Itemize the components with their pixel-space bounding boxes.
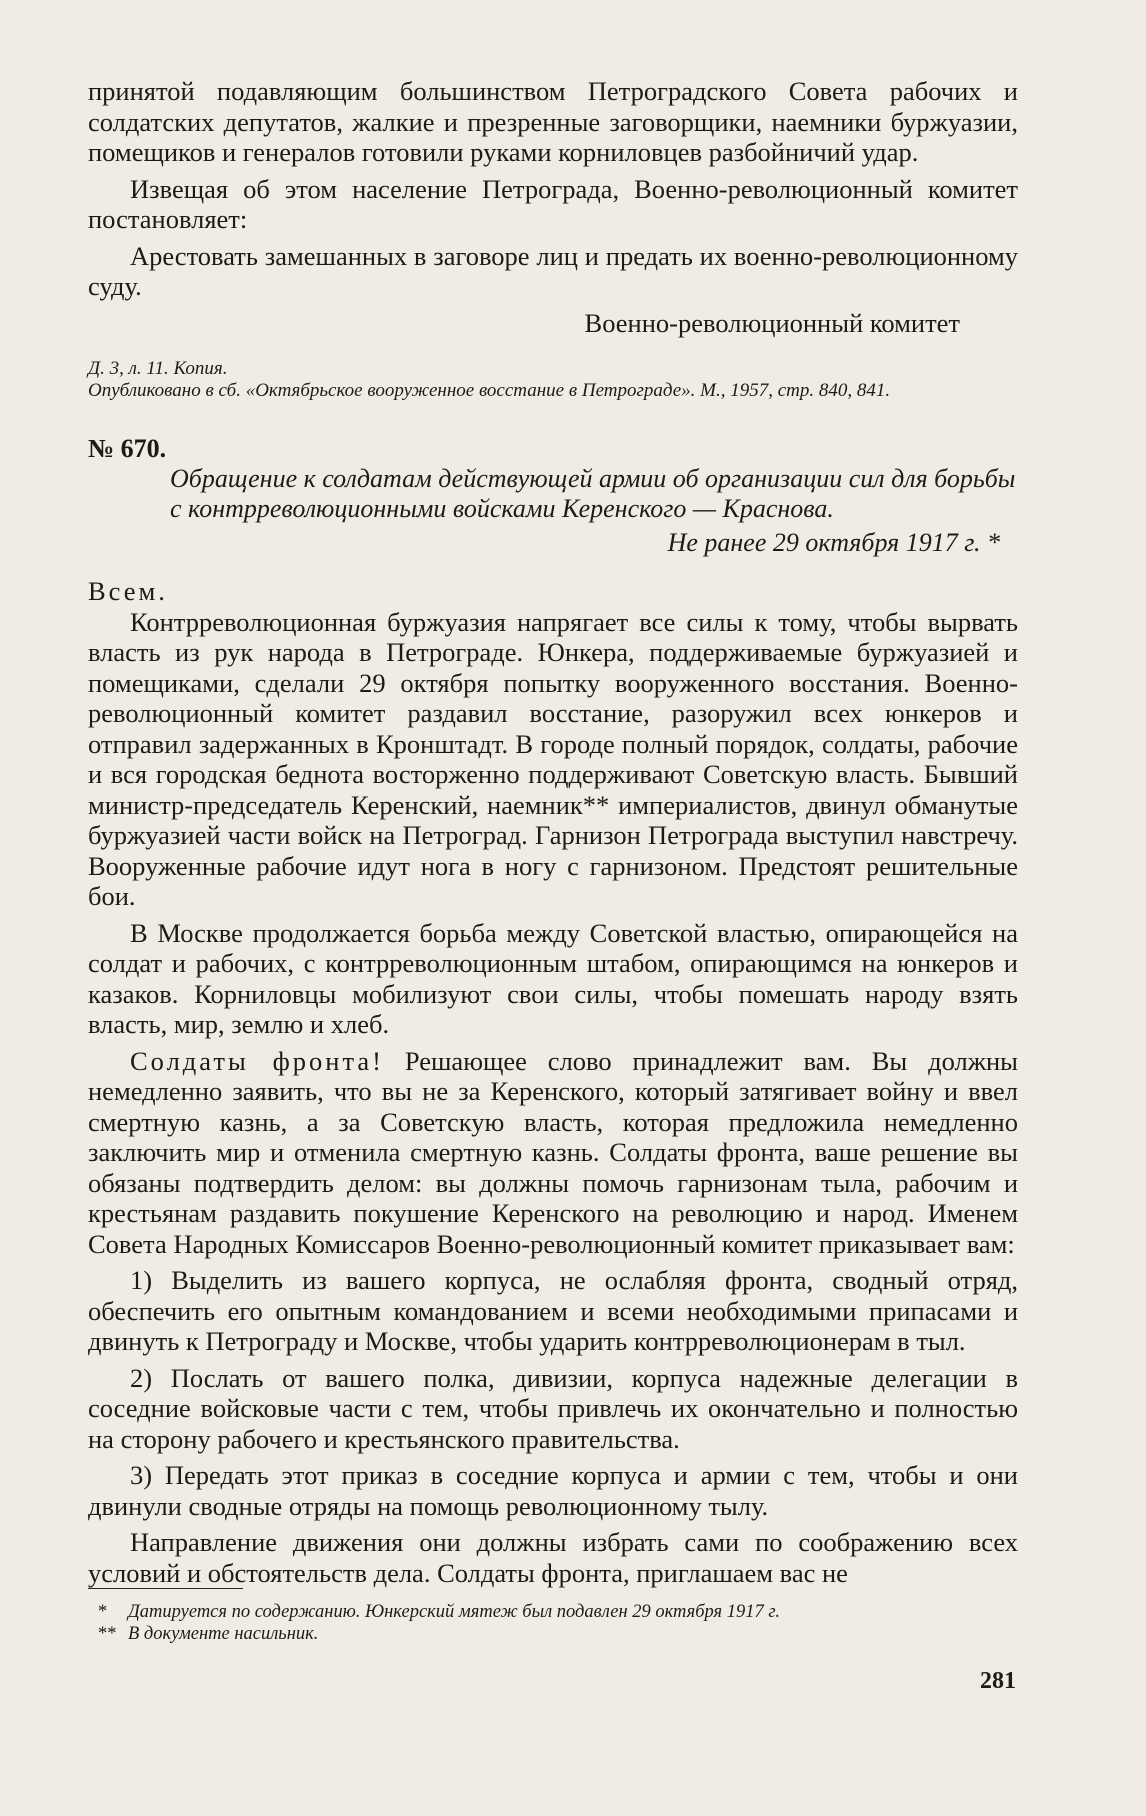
- intro-paragraph-1: принятой подавляющим большинством Петроградского Совета рабочих и солдатских депутатов, жалкие и презренные заговорщики, наемники буржуазии, помещиков и генералов готовили руками корниловцев разбойничий удар.: [88, 76, 1018, 167]
- body-paragraph-2: В Москве продолжается борьба между Советской властью, опирающейся на солдат и рабочих, с контрреволюционным штабом, опирающимся на юнкеров и казаков. Корниловцы мобилизуют свои силы, чтобы помешать народу взять власть, мир, землю и хлеб.: [88, 917, 1018, 1039]
- footnote-text: Датируется по содержанию. Юнкерский мятеж был подавлен 29 октября 1917 г.: [128, 1602, 780, 1622]
- document-header: [88, 434, 1018, 558]
- intro-paragraph-2: Извещая об этом население Петрограда, Военно-революционный комитет постановляет:: [88, 173, 1018, 234]
- archive-reference: Д. 3, л. 11. Копия.: [88, 358, 228, 379]
- footnote-mark: *: [98, 1602, 108, 1622]
- intro-paragraph-3: Арестовать замешанных в заговоре лиц и предать их военно-революционному суду.: [88, 240, 1018, 301]
- document-title: Обращение к солдатам действующей армии об организации сил для борьбы с контрреволюционными войсками Керенского — Краснова.: [170, 464, 1016, 523]
- footnotes: [88, 1588, 1018, 1645]
- footnote-mark: **: [98, 1624, 117, 1644]
- publication-reference: Опубликовано в сб. «Октябрьское вооруженное восстание в Петрограде». М., 1957, стр. 840, 841.: [88, 380, 891, 401]
- order-item-1: 1) Выделить из вашего корпуса, не ослабляя фронта, сводный отряд, обеспечить его опытным командованием и всеми необходимыми припасами и двинуть к Петрограду и Москве, чтобы ударить контрреволюционерам в тыл.: [88, 1265, 1018, 1356]
- signature: Военно-революционный комитет: [584, 307, 960, 338]
- body-paragraph-3: [88, 1046, 1018, 1260]
- salutation: Всем.: [88, 576, 168, 606]
- body-paragraph-4: Направление движения они должны избрать сами по соображению всех условий и обстоятельств дела. Солдаты фронта, приглашаем вас не: [88, 1527, 1018, 1588]
- body-paragraph-1: Контрреволюционная буржуазия напрягает все силы к тому, чтобы вырвать власть из рук народа в Петрограде. Юнкера, поддерживаемые буржуазией и помещиками, сделали 29 октября попытку вооруженного восстания. Военно-революционный комитет раздавил восстание, разоружил всех юнкеров и отправил задержанных в Кронштадт. В городе полный порядок, солдаты, рабочие и вся городская беднота восторженно поддерживают Советскую власть. Бывший министр-председатель Керенский, наемник** империалистов, двинул обманутые буржуазией части войск на Петроград. Гарнизон Петрограда выступил навстречу. Вооруженные рабочие идут нога в ногу с гарнизоном. Предстоят решительные бои.: [88, 606, 1018, 911]
- appeal-text: Решающее слово принадлежит вам. Вы должны немедленно заявить, что вы не за Керенского, который затягивает войну и ввел смертную казнь, а за Советскую власть, которая предложила немедленно заключить мир и отменила смертную казнь. Солдаты фронта, ваше решение вы обязаны подтвердить делом: вы должны помочь гарнизонам тыла, рабочим и крестьянам раздавить покушение Керенского на революцию и народ. Именем Совета Народных Комиссаров Военно-революционный комитет приказывает вам:: [88, 1045, 1018, 1259]
- page-number: 281: [980, 1668, 1016, 1694]
- archive-note: [88, 358, 1018, 402]
- footnote-1: [88, 1601, 1018, 1623]
- appeal-lead: Солдаты фронта!: [130, 1045, 384, 1076]
- footnote-2: [88, 1623, 1018, 1645]
- order-item-2: 2) Послать от вашего полка, дивизии, корпуса надежные делегации в соседние войсковые части с тем, чтобы привлечь их окончательно и полностью на сторону рабочего и крестьянского правительства.: [88, 1362, 1018, 1454]
- document-number: № 670.: [88, 434, 167, 463]
- footnote-rule: [88, 1588, 243, 1589]
- order-item-3: 3) Передать этот приказ в соседние корпуса и армии с тем, чтобы и они двинули сводные отряды на помощь революционному тылу.: [88, 1460, 1018, 1521]
- footnote-text: В документе насильник.: [128, 1624, 319, 1644]
- document-date: Не ранее 29 октября 1917 г. *: [667, 528, 1000, 557]
